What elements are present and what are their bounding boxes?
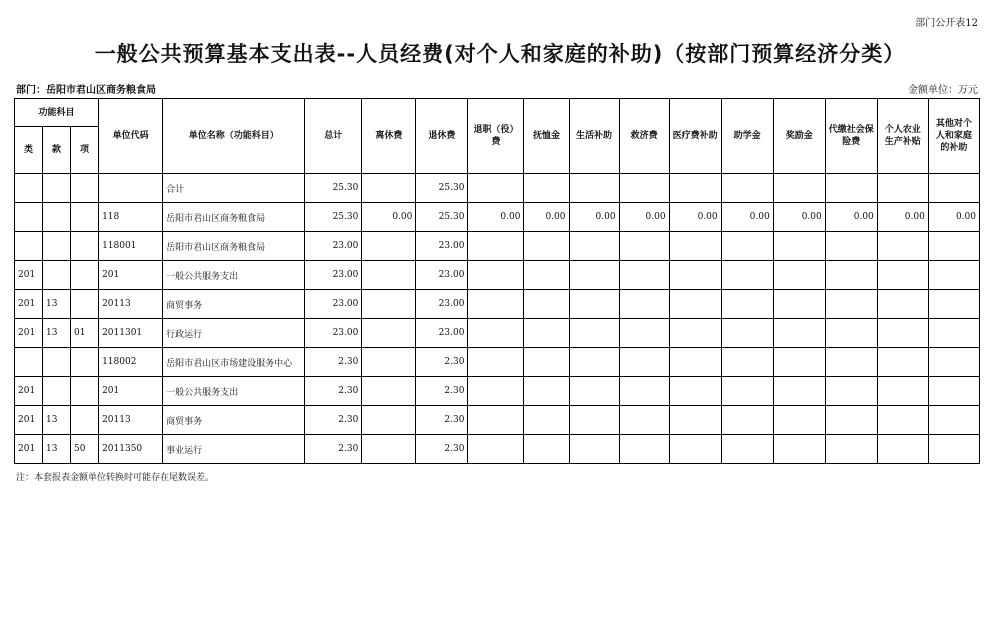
header-unit-name: 单位名称（功能科目） bbox=[163, 99, 305, 174]
cell-daijiao bbox=[825, 348, 877, 377]
header-unit-code: 单位代码 bbox=[99, 99, 163, 174]
cell-shenghuo bbox=[569, 348, 619, 377]
table-row bbox=[15, 435, 980, 464]
cell-xiang bbox=[71, 348, 99, 377]
cell-total: 25.30 bbox=[305, 174, 362, 203]
cell-tuixiu: 23.00 bbox=[416, 261, 468, 290]
cell-fuxu bbox=[524, 290, 569, 319]
cell-kuan bbox=[43, 348, 71, 377]
cell-lei bbox=[15, 174, 43, 203]
department-label: 部门：岳阳市君山区商务粮食局 bbox=[16, 85, 156, 96]
cell-lei: 201 bbox=[15, 261, 43, 290]
cell-fuxu bbox=[524, 261, 569, 290]
cell-yiliao bbox=[669, 290, 721, 319]
cell-yiliao bbox=[669, 377, 721, 406]
cell-code: 118002 bbox=[99, 348, 163, 377]
cell-yiliao bbox=[669, 435, 721, 464]
cell-tuizhi bbox=[468, 174, 524, 203]
header-total: 总计 bbox=[305, 99, 362, 174]
cell-tuixiu: 23.00 bbox=[416, 319, 468, 348]
cell-lixiu bbox=[362, 348, 416, 377]
cell-yiliao: 0.00 bbox=[669, 203, 721, 232]
cell-fuxu bbox=[524, 319, 569, 348]
cell-lixiu bbox=[362, 261, 416, 290]
cell-name: 一般公共服务支出 bbox=[163, 261, 305, 290]
table-row bbox=[15, 203, 980, 232]
cell-jiuji bbox=[619, 232, 669, 261]
cell-code: 2011301 bbox=[99, 319, 163, 348]
cell-xiang bbox=[71, 406, 99, 435]
cell-name: 岳阳市君山区商务粮食局 bbox=[163, 203, 305, 232]
cell-qita: 0.00 bbox=[928, 203, 979, 232]
cell-qita bbox=[928, 348, 979, 377]
cell-tuizhi bbox=[468, 348, 524, 377]
cell-qita bbox=[928, 232, 979, 261]
cell-fuxu bbox=[524, 377, 569, 406]
cell-shenghuo bbox=[569, 232, 619, 261]
cell-fuxu bbox=[524, 435, 569, 464]
header-jiuji: 救济费 bbox=[619, 99, 669, 174]
cell-daijiao bbox=[825, 174, 877, 203]
table-row bbox=[15, 406, 980, 435]
header-lei: 类 bbox=[15, 127, 43, 174]
cell-code: 201 bbox=[99, 261, 163, 290]
cell-jiangli bbox=[773, 232, 825, 261]
cell-nongye bbox=[877, 232, 928, 261]
cell-xiang: 50 bbox=[71, 435, 99, 464]
cell-kuan bbox=[43, 203, 71, 232]
cell-tuixiu: 23.00 bbox=[416, 290, 468, 319]
header-yiliao: 医疗费补助 bbox=[669, 99, 721, 174]
cell-tuixiu: 2.30 bbox=[416, 406, 468, 435]
cell-zhuxue bbox=[721, 406, 773, 435]
cell-qita bbox=[928, 261, 979, 290]
cell-jiangli bbox=[773, 348, 825, 377]
cell-lixiu bbox=[362, 319, 416, 348]
cell-tuizhi bbox=[468, 377, 524, 406]
cell-daijiao bbox=[825, 406, 877, 435]
cell-lei: 201 bbox=[15, 406, 43, 435]
table-row bbox=[15, 348, 980, 377]
cell-tuixiu: 2.30 bbox=[416, 435, 468, 464]
page-title: 一般公共预算基本支出表--人员经费(对个人和家庭的补助)（按部门预算经济分类） bbox=[94, 42, 906, 66]
cell-jiuji bbox=[619, 290, 669, 319]
cell-shenghuo bbox=[569, 435, 619, 464]
cell-xiang bbox=[71, 377, 99, 406]
cell-name: 商贸事务 bbox=[163, 290, 305, 319]
cell-yiliao bbox=[669, 406, 721, 435]
table-row bbox=[15, 174, 980, 203]
cell-total: 2.30 bbox=[305, 377, 362, 406]
cell-qita bbox=[928, 290, 979, 319]
cell-tuixiu: 2.30 bbox=[416, 377, 468, 406]
cell-shenghuo bbox=[569, 174, 619, 203]
header-lixiu: 离休费 bbox=[362, 99, 416, 174]
cell-jiangli bbox=[773, 406, 825, 435]
cell-jiangli bbox=[773, 174, 825, 203]
table-row bbox=[15, 290, 980, 319]
cell-xiang bbox=[71, 174, 99, 203]
cell-kuan: 13 bbox=[43, 319, 71, 348]
cell-qita bbox=[928, 174, 979, 203]
cell-tuixiu: 25.30 bbox=[416, 203, 468, 232]
cell-jiangli bbox=[773, 377, 825, 406]
header-zhuxue: 助学金 bbox=[721, 99, 773, 174]
cell-kuan bbox=[43, 232, 71, 261]
cell-code: 118 bbox=[99, 203, 163, 232]
header-kuan: 款 bbox=[43, 127, 71, 174]
cell-qita bbox=[928, 377, 979, 406]
cell-lixiu bbox=[362, 174, 416, 203]
cell-daijiao bbox=[825, 435, 877, 464]
header-shenghuo: 生活补助 bbox=[569, 99, 619, 174]
cell-xiang bbox=[71, 261, 99, 290]
cell-kuan bbox=[43, 377, 71, 406]
cell-tuizhi bbox=[468, 232, 524, 261]
cell-tuizhi bbox=[468, 261, 524, 290]
cell-total: 2.30 bbox=[305, 348, 362, 377]
cell-code bbox=[99, 174, 163, 203]
cell-daijiao bbox=[825, 377, 877, 406]
cell-code: 20113 bbox=[99, 406, 163, 435]
cell-zhuxue bbox=[721, 261, 773, 290]
cell-total: 23.00 bbox=[305, 261, 362, 290]
amount-unit-label: 金额单位：万元 bbox=[908, 85, 978, 96]
cell-lixiu: 0.00 bbox=[362, 203, 416, 232]
cell-xiang bbox=[71, 203, 99, 232]
cell-tuizhi bbox=[468, 290, 524, 319]
cell-lei: 201 bbox=[15, 377, 43, 406]
cell-lei: 201 bbox=[15, 435, 43, 464]
cell-yiliao bbox=[669, 319, 721, 348]
cell-nongye bbox=[877, 377, 928, 406]
cell-name: 事业运行 bbox=[163, 435, 305, 464]
cell-xiang: 01 bbox=[71, 319, 99, 348]
expenditure-table bbox=[14, 98, 980, 464]
cell-name: 岳阳市君山区商务粮食局 bbox=[163, 232, 305, 261]
cell-jiuji bbox=[619, 261, 669, 290]
cell-lixiu bbox=[362, 377, 416, 406]
cell-jiangli bbox=[773, 435, 825, 464]
header-function-group: 功能科目 bbox=[15, 99, 99, 127]
cell-qita bbox=[928, 319, 979, 348]
cell-jiuji bbox=[619, 435, 669, 464]
cell-jiangli bbox=[773, 261, 825, 290]
cell-lei bbox=[15, 348, 43, 377]
cell-lixiu bbox=[362, 232, 416, 261]
cell-nongye bbox=[877, 435, 928, 464]
cell-daijiao bbox=[825, 319, 877, 348]
cell-tuizhi bbox=[468, 435, 524, 464]
cell-shenghuo bbox=[569, 319, 619, 348]
cell-zhuxue bbox=[721, 319, 773, 348]
cell-code: 118001 bbox=[99, 232, 163, 261]
cell-tuizhi bbox=[468, 406, 524, 435]
cell-tuixiu: 25.30 bbox=[416, 174, 468, 203]
cell-kuan bbox=[43, 261, 71, 290]
header-qita: 其他对个人和家庭的补助 bbox=[928, 99, 979, 174]
cell-jiangli: 0.00 bbox=[773, 203, 825, 232]
cell-jiuji bbox=[619, 348, 669, 377]
cell-xiang bbox=[71, 290, 99, 319]
cell-jiuji bbox=[619, 377, 669, 406]
cell-lei bbox=[15, 232, 43, 261]
header-tuixiu: 退休费 bbox=[416, 99, 468, 174]
cell-nongye bbox=[877, 290, 928, 319]
cell-jiangli bbox=[773, 319, 825, 348]
cell-zhuxue bbox=[721, 348, 773, 377]
table-row bbox=[15, 232, 980, 261]
table-row bbox=[15, 377, 980, 406]
cell-total: 23.00 bbox=[305, 319, 362, 348]
cell-zhuxue bbox=[721, 174, 773, 203]
cell-total: 2.30 bbox=[305, 406, 362, 435]
cell-lei: 201 bbox=[15, 319, 43, 348]
cell-daijiao: 0.00 bbox=[825, 203, 877, 232]
cell-lixiu bbox=[362, 290, 416, 319]
cell-nongye bbox=[877, 174, 928, 203]
cell-code: 2011350 bbox=[99, 435, 163, 464]
cell-yiliao bbox=[669, 174, 721, 203]
cell-nongye bbox=[877, 319, 928, 348]
cell-daijiao bbox=[825, 232, 877, 261]
cell-total: 23.00 bbox=[305, 232, 362, 261]
cell-jiuji: 0.00 bbox=[619, 203, 669, 232]
form-number: 部门公开表12 bbox=[915, 18, 978, 29]
cell-zhuxue: 0.00 bbox=[721, 203, 773, 232]
header-jiangli: 奖励金 bbox=[773, 99, 825, 174]
cell-kuan: 13 bbox=[43, 406, 71, 435]
cell-shenghuo bbox=[569, 406, 619, 435]
cell-nongye bbox=[877, 348, 928, 377]
header-daijiao: 代缴社会保险费 bbox=[825, 99, 877, 174]
cell-lei bbox=[15, 203, 43, 232]
cell-zhuxue bbox=[721, 290, 773, 319]
cell-kuan: 13 bbox=[43, 435, 71, 464]
cell-yiliao bbox=[669, 261, 721, 290]
cell-nongye bbox=[877, 406, 928, 435]
table-row bbox=[15, 261, 980, 290]
cell-tuixiu: 2.30 bbox=[416, 348, 468, 377]
cell-nongye bbox=[877, 261, 928, 290]
cell-code: 20113 bbox=[99, 290, 163, 319]
cell-kuan bbox=[43, 174, 71, 203]
cell-zhuxue bbox=[721, 435, 773, 464]
cell-kuan: 13 bbox=[43, 290, 71, 319]
cell-shenghuo bbox=[569, 261, 619, 290]
cell-code: 201 bbox=[99, 377, 163, 406]
cell-zhuxue bbox=[721, 232, 773, 261]
cell-name: 一般公共服务支出 bbox=[163, 377, 305, 406]
cell-jiuji bbox=[619, 319, 669, 348]
cell-daijiao bbox=[825, 290, 877, 319]
cell-tuixiu: 23.00 bbox=[416, 232, 468, 261]
cell-lixiu bbox=[362, 435, 416, 464]
cell-total: 23.00 bbox=[305, 290, 362, 319]
cell-fuxu bbox=[524, 174, 569, 203]
cell-name: 合计 bbox=[163, 174, 305, 203]
cell-yiliao bbox=[669, 348, 721, 377]
cell-xiang bbox=[71, 232, 99, 261]
cell-jiuji bbox=[619, 174, 669, 203]
cell-jiangli bbox=[773, 290, 825, 319]
cell-qita bbox=[928, 406, 979, 435]
cell-lei: 201 bbox=[15, 290, 43, 319]
cell-daijiao bbox=[825, 261, 877, 290]
cell-nongye: 0.00 bbox=[877, 203, 928, 232]
header-xiang: 项 bbox=[71, 127, 99, 174]
header-nongye: 个人农业生产补贴 bbox=[877, 99, 928, 174]
cell-fuxu bbox=[524, 232, 569, 261]
cell-zhuxue bbox=[721, 377, 773, 406]
cell-tuizhi: 0.00 bbox=[468, 203, 524, 232]
cell-fuxu bbox=[524, 406, 569, 435]
cell-name: 行政运行 bbox=[163, 319, 305, 348]
cell-fuxu bbox=[524, 348, 569, 377]
cell-total: 25.30 bbox=[305, 203, 362, 232]
header-tuizhi: 退职（役）费 bbox=[468, 99, 524, 174]
cell-shenghuo: 0.00 bbox=[569, 203, 619, 232]
cell-shenghuo bbox=[569, 290, 619, 319]
cell-jiuji bbox=[619, 406, 669, 435]
cell-name: 岳阳市君山区市场建设服务中心 bbox=[163, 348, 305, 377]
cell-shenghuo bbox=[569, 377, 619, 406]
cell-yiliao bbox=[669, 232, 721, 261]
cell-qita bbox=[928, 435, 979, 464]
cell-name: 商贸事务 bbox=[163, 406, 305, 435]
cell-fuxu: 0.00 bbox=[524, 203, 569, 232]
table-row bbox=[15, 319, 980, 348]
cell-lixiu bbox=[362, 406, 416, 435]
cell-tuizhi bbox=[468, 319, 524, 348]
header-fuxu: 抚恤金 bbox=[524, 99, 569, 174]
footnote: 注：本套报表金额单位转换时可能存在尾数误差。 bbox=[16, 473, 215, 483]
cell-total: 2.30 bbox=[305, 435, 362, 464]
